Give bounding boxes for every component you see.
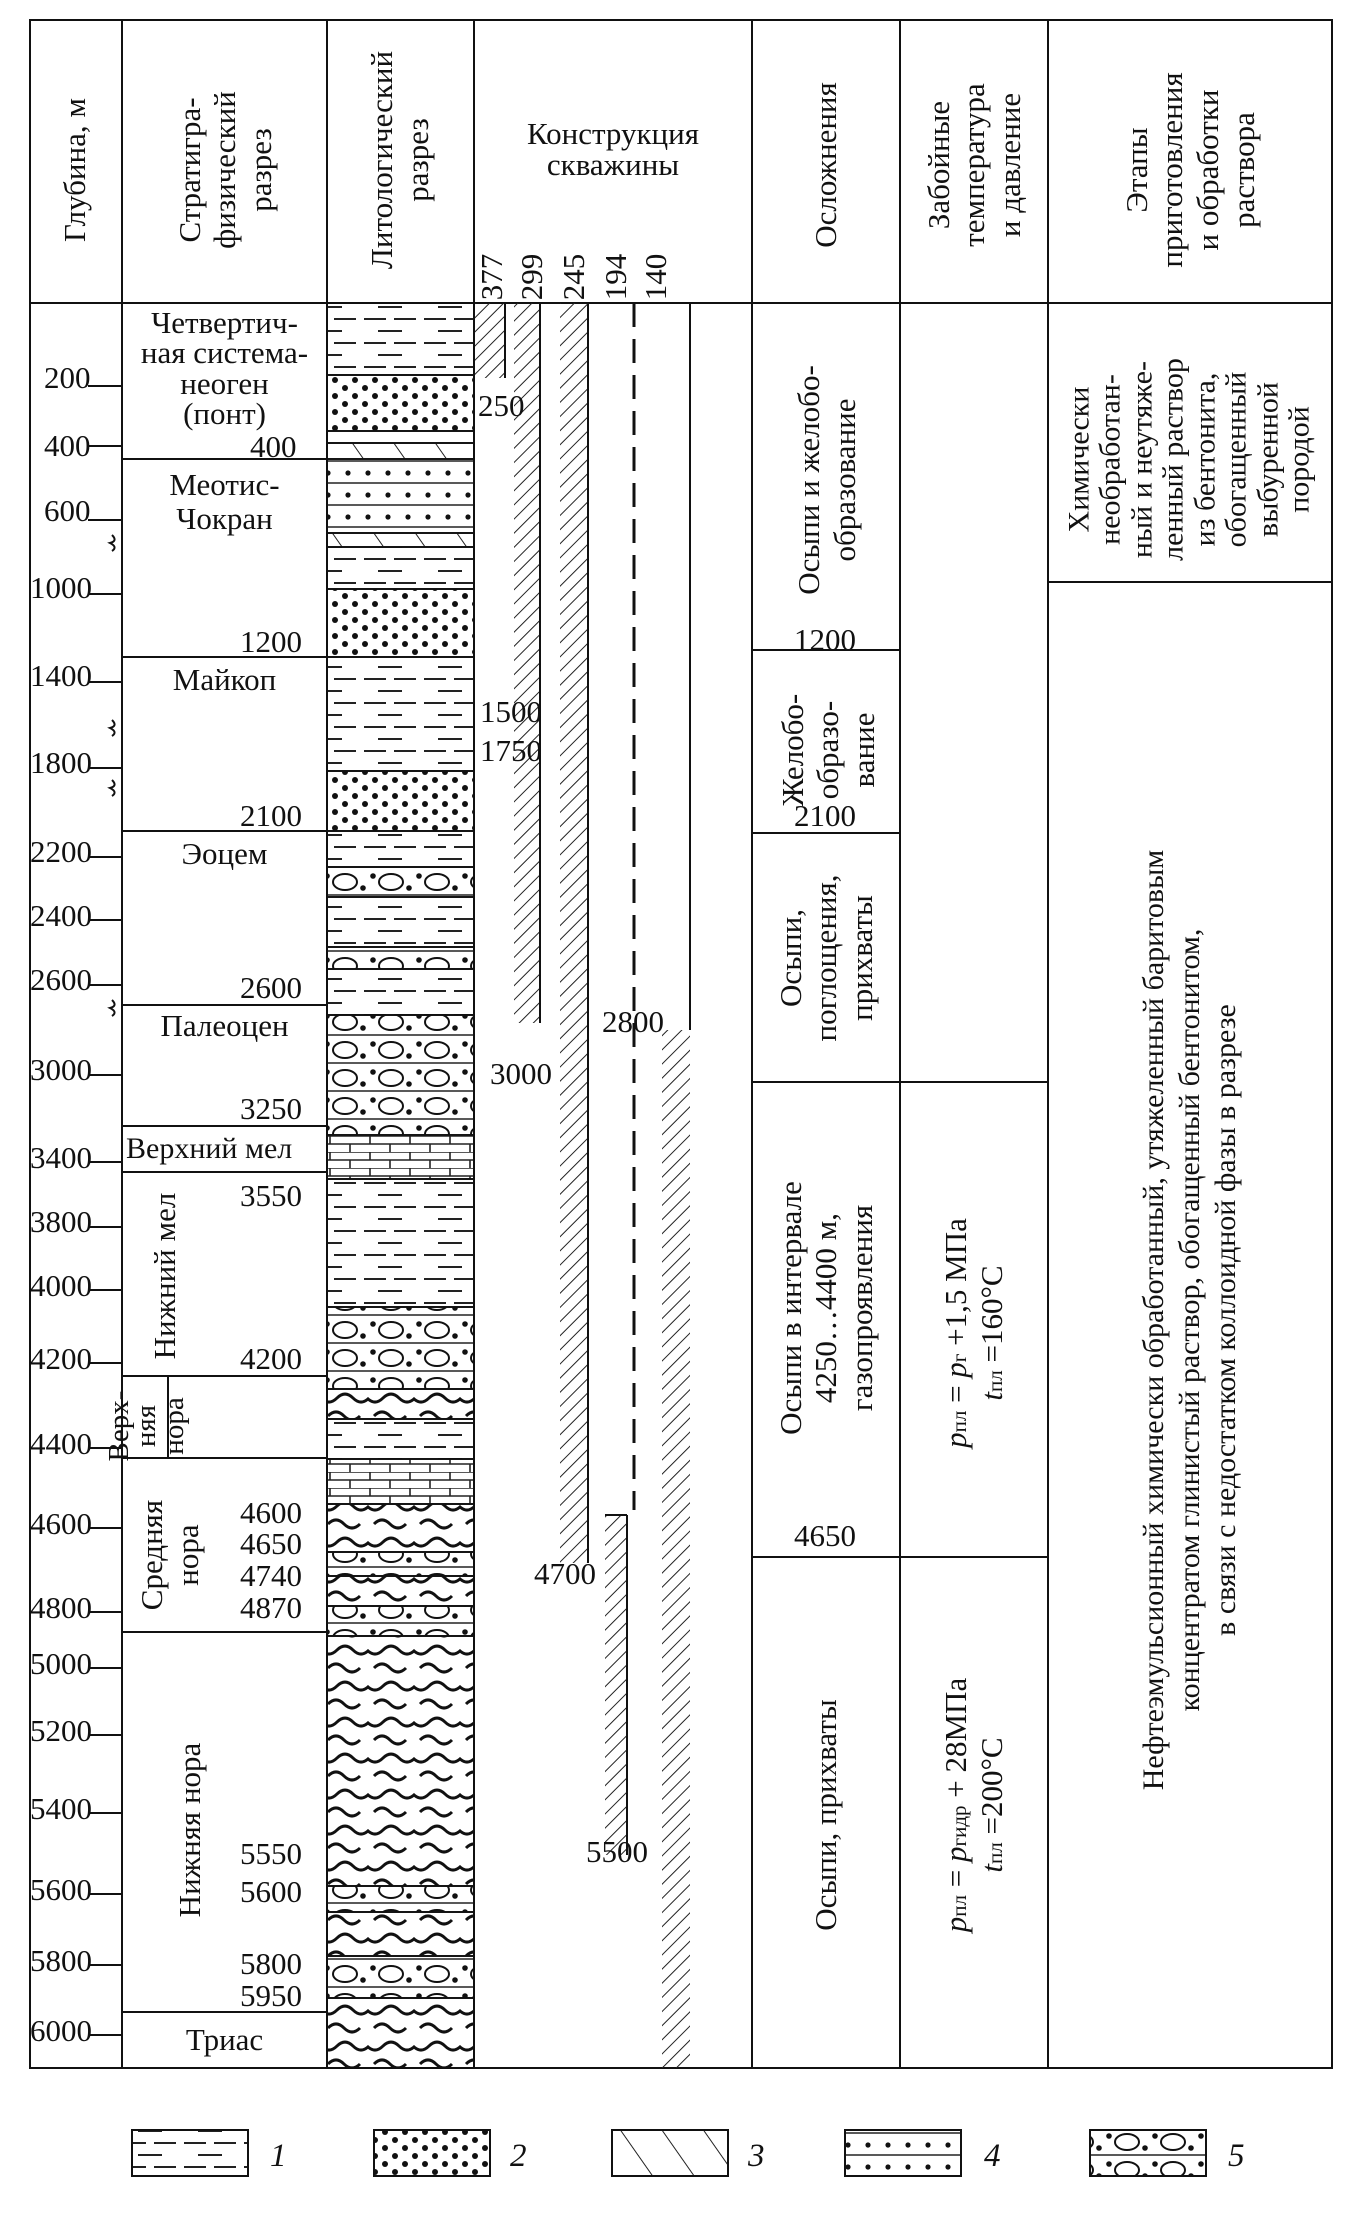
strat-upper-nora: Верх- няя нора [102, 1390, 190, 1462]
depth-label: 4200 [30, 1341, 92, 1376]
strat-triassic: Триас [185, 2022, 264, 2057]
casing-depth-label: 250 [478, 388, 525, 423]
depth-label: 400 [44, 428, 91, 463]
strat-mark: 5950 [240, 1978, 302, 2013]
strat-mark: 4600 [240, 1495, 302, 1530]
depth-label: 2400 [30, 898, 92, 933]
legend-label-2: 2 [510, 2138, 527, 2174]
stage-1: Химически необработан- ный и неутяже- ленный раствор из бентонита, обогащенный выбуренной породой [1062, 358, 1316, 561]
complication-zone-2: Желобо- образо- вание [774, 693, 881, 807]
depth-label: 5000 [30, 1646, 92, 1681]
strat-mark: 3550 [240, 1178, 302, 1213]
strat-upper-cretaceous: Верхний мел [126, 1132, 293, 1165]
strat-quaternary: Четвертич- ная система- неоген (понт) [140, 305, 309, 432]
complication-zone-3: Осыпи, поглощения, прихваты [772, 874, 879, 1042]
legend-label-4: 4 [984, 2138, 1001, 2174]
diameter-299: 299 [514, 253, 550, 301]
bottomhole-conditions-1: pпл = pг +1,5 МПа tпл =160°С [938, 1218, 1009, 1448]
strat-mark: 4740 [240, 1558, 302, 1593]
header-construction: Конструкция скважины [527, 116, 699, 182]
depth-label: 600 [44, 493, 91, 528]
diameter-194: 194 [598, 253, 634, 301]
header-litho: Литологический разрез [364, 50, 435, 270]
diameter-140: 140 [638, 253, 674, 301]
depth-label: 5600 [30, 1872, 92, 1907]
complication-mark: 2100 [794, 798, 856, 833]
casing-depth-label: 3000 [490, 1056, 552, 1091]
header-strat: Стратигра- физический разрез [171, 91, 278, 249]
depth-label: 3000 [30, 1052, 92, 1087]
strat-mark: 4650 [240, 1526, 302, 1561]
well-construction [475, 303, 690, 2068]
strat-mark: 2100 [240, 798, 302, 833]
depth-label: 4000 [30, 1268, 92, 1303]
depth-label: 1400 [30, 658, 92, 693]
legend-label-5: 5 [1228, 2138, 1245, 2174]
header-depth: Глубина, м [57, 98, 93, 242]
casing-depth-label: 2800 [602, 1004, 664, 1039]
depth-label: 2600 [30, 962, 92, 997]
depth-label: 4600 [30, 1506, 92, 1541]
strat-mark: 5600 [240, 1874, 302, 1909]
depth-label: 5200 [30, 1713, 92, 1748]
complication-zone-4: Осыпи в интервале 4250…4400 м, газопроявления [772, 1181, 879, 1435]
legend-label-1: 1 [270, 2138, 287, 2174]
depth-label: 200 [44, 360, 91, 395]
casing-depth-label: 5500 [586, 1834, 648, 1869]
depth-label: 4800 [30, 1590, 92, 1625]
depth-label: 6000 [30, 2013, 92, 2048]
header-stages: Этапы приготовления и обработки раствора [1118, 72, 1261, 268]
strat-mark: 5550 [240, 1836, 302, 1871]
strat-mark: 2600 [240, 970, 302, 1005]
depth-label: 1800 [30, 745, 92, 780]
casing-depth-label: 1500 [480, 694, 542, 729]
strat-mark: 4870 [240, 1590, 302, 1625]
strat-lower-nora: Нижняя нора [172, 1742, 208, 1918]
header-temp-pressure: Забойные температура и давление [920, 83, 1027, 247]
depth-label: 5400 [30, 1791, 92, 1826]
legend-label-3: 3 [748, 2138, 765, 2174]
strat-mark: 5800 [240, 1946, 302, 1981]
complication-zone-1: Осыпи и желобо- образование [791, 365, 862, 595]
stage-2: Нефтеэмульсионный химически обработанный, утяжеленный баритовым концентратом глинистый раствор, обогащенный бентонитом, в связи с недостатком коллоидной фазы в разрезе [1137, 849, 1242, 1791]
diameter-245: 245 [556, 253, 592, 301]
strat-mark: 1200 [240, 624, 302, 659]
depth-label: 4400 [30, 1426, 92, 1461]
complication-mark: 1200 [794, 622, 856, 657]
header-complications: Осложнения [808, 82, 844, 248]
depth-label: 5800 [30, 1943, 92, 1978]
depth-label: 3400 [30, 1140, 92, 1175]
strat-mark: 4200 [240, 1341, 302, 1376]
diameter-377: 377 [474, 253, 510, 301]
strat-eocene: Эоцем [181, 836, 268, 871]
complication-mark: 4650 [794, 1518, 856, 1553]
strat-middle-nora: Средняя нора [134, 1499, 205, 1611]
depth-label: 1000 [30, 570, 92, 605]
strat-lower-cretaceous: Нижний мел [147, 1192, 183, 1360]
strat-maikop: Майкоп [172, 662, 277, 697]
casing-depth-label: 1750 [480, 733, 542, 768]
strat-meotis: Меотис- Чокран [169, 467, 280, 537]
strat-paleocene: Палеоцен [160, 1008, 289, 1043]
strat-mark: 3250 [240, 1091, 302, 1126]
bottomhole-conditions-2: pпл = pгидр + 28МПа tпл =200°С [938, 1677, 1009, 1933]
casing-depth-label: 4700 [534, 1556, 596, 1591]
lithology-column [327, 303, 474, 2068]
complication-zone-5: Осыпи, прихваты [808, 1699, 844, 1931]
legend-swatches [132, 2130, 1206, 2176]
strat-mark: 400 [250, 429, 297, 464]
depth-label: 3800 [30, 1204, 92, 1239]
depth-label: 2200 [30, 834, 92, 869]
